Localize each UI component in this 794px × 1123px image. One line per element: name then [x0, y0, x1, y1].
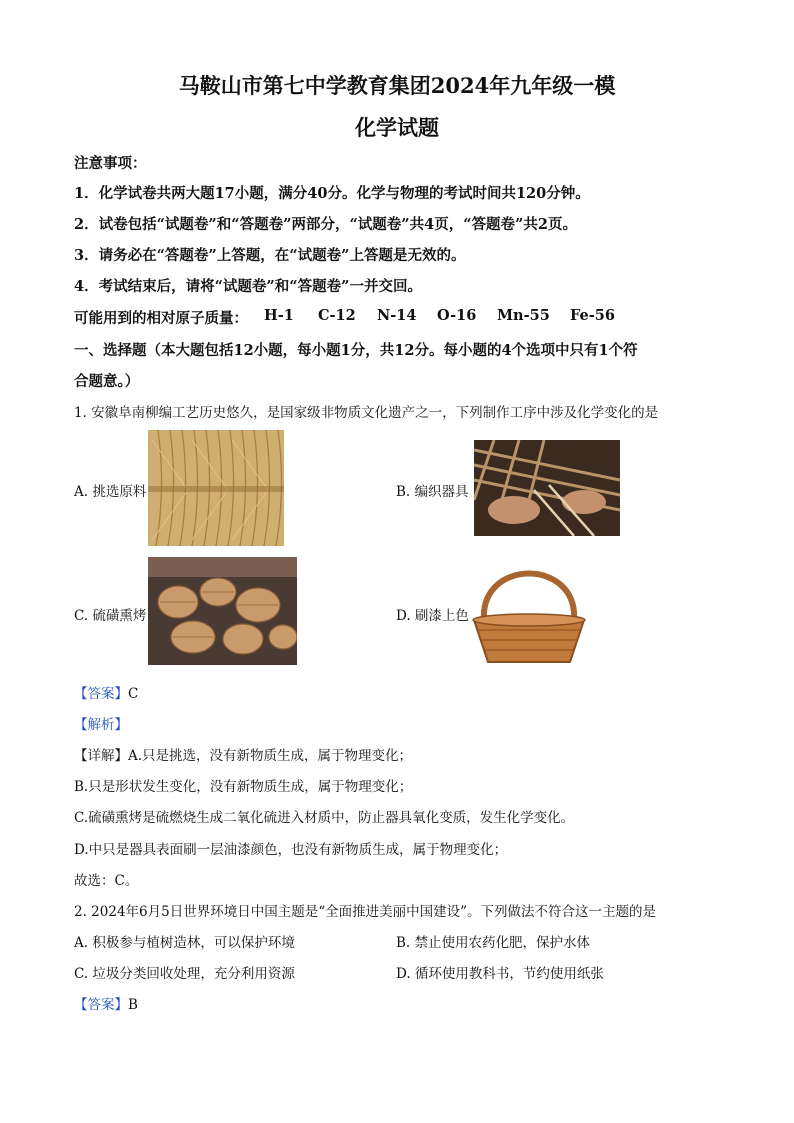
basket-image — [470, 548, 588, 670]
q2-option-d: D. 循环使用教科书，节约使用纸张 — [396, 966, 604, 982]
q1-option-d: D. 刷漆上色 — [396, 608, 469, 624]
q1-option-c: C. 硫磺熏烤 — [74, 608, 147, 624]
detail-label: 【详解】 — [74, 748, 128, 764]
weaving-hands-image — [474, 440, 620, 536]
notice-item: 2．试卷包括“试题卷”和“答题卷”两部分，“试题卷”共4页，“答题卷”共2页。 — [74, 216, 577, 233]
q2-option-c: C. 垃圾分类回收处理，充分利用资源 — [74, 966, 295, 982]
atomic-mass-item: O-16 — [437, 307, 477, 324]
exam-title: 马鞍山市第七中学教育集团2024年九年级一模 — [178, 73, 616, 98]
notice-item: 3．请务必在“答题卷”上答题，在“试题卷”上答题是无效的。 — [74, 247, 466, 264]
atomic-mass-label: 可能用到的相对原子质量： — [74, 310, 248, 327]
q1-detail-line: B.只是形状发生变化，没有新物质生成，属于物理变化； — [74, 779, 413, 795]
willow-stems-image — [148, 430, 284, 546]
hanging-baskets-image — [148, 557, 297, 665]
section-heading: 一、选择题（本大题包括12小题，每小题1分，共12分。每小题的4个选项中只有1个符 — [74, 342, 638, 359]
q1-answer — [74, 682, 138, 702]
q1-option-b: B. 编织器具 — [396, 484, 469, 500]
answer-label: 【答案】 — [74, 686, 128, 702]
notice-heading: 注意事项： — [74, 155, 147, 172]
q1-detail-line: D.中只是器具表面刷一层油漆颜色，也没有新物质生成，属于物理变化； — [74, 842, 508, 858]
atomic-mass-line — [74, 307, 248, 328]
answer-label: 【答案】 — [74, 997, 128, 1013]
atomic-mass-item: N-14 — [377, 307, 417, 324]
question-1-stem: 1. 安徽阜南柳编工艺历史悠久，是国家级非物质文化遗产之一，下列制作工序中涉及化学变化的是 — [74, 405, 659, 421]
notice-item: 4．考试结束后，请将“试题卷”和“答题卷”一并交回。 — [74, 278, 422, 295]
q2-option-a: A. 积极参与植树造林，可以保护环境 — [74, 935, 295, 951]
atomic-mass-item: Mn-55 — [497, 307, 550, 324]
exam-subtitle: 化学试题 — [355, 115, 439, 140]
question-2-stem: 2. 2024年6月5日世界环境日中国主题是“全面推进美丽中国建设”。下列做法不符合这一主题的是 — [74, 904, 657, 920]
q1-conclusion: 故选：C。 — [74, 873, 139, 889]
q2-answer — [74, 993, 138, 1013]
q2-option-b: B. 禁止使用农药化肥，保护水体 — [396, 935, 591, 951]
q1-option-a: A. 挑选原料 — [74, 484, 147, 500]
q1-detail-line: C.硫磺熏烤是硫燃烧生成二氧化硫进入材质中，防止器具氧化变质，发生化学变化。 — [74, 810, 575, 826]
answer-value: C — [128, 686, 139, 702]
atomic-mass-item: H-1 — [264, 307, 294, 324]
section-heading-cont: 合题意。） — [74, 373, 140, 390]
q1-analysis-label: 【解析】 — [74, 717, 128, 733]
answer-value: B — [128, 997, 138, 1013]
notice-item: 1．化学试卷共两大题17小题，满分40分。化学与物理的考试时间共120分钟。 — [74, 185, 590, 202]
atomic-mass-item: C-12 — [318, 307, 356, 324]
detail-text: A.只是挑选，没有新物质生成，属于物理变化； — [128, 748, 413, 764]
q1-detail-line — [74, 744, 412, 764]
atomic-mass-item: Fe-56 — [570, 307, 615, 324]
